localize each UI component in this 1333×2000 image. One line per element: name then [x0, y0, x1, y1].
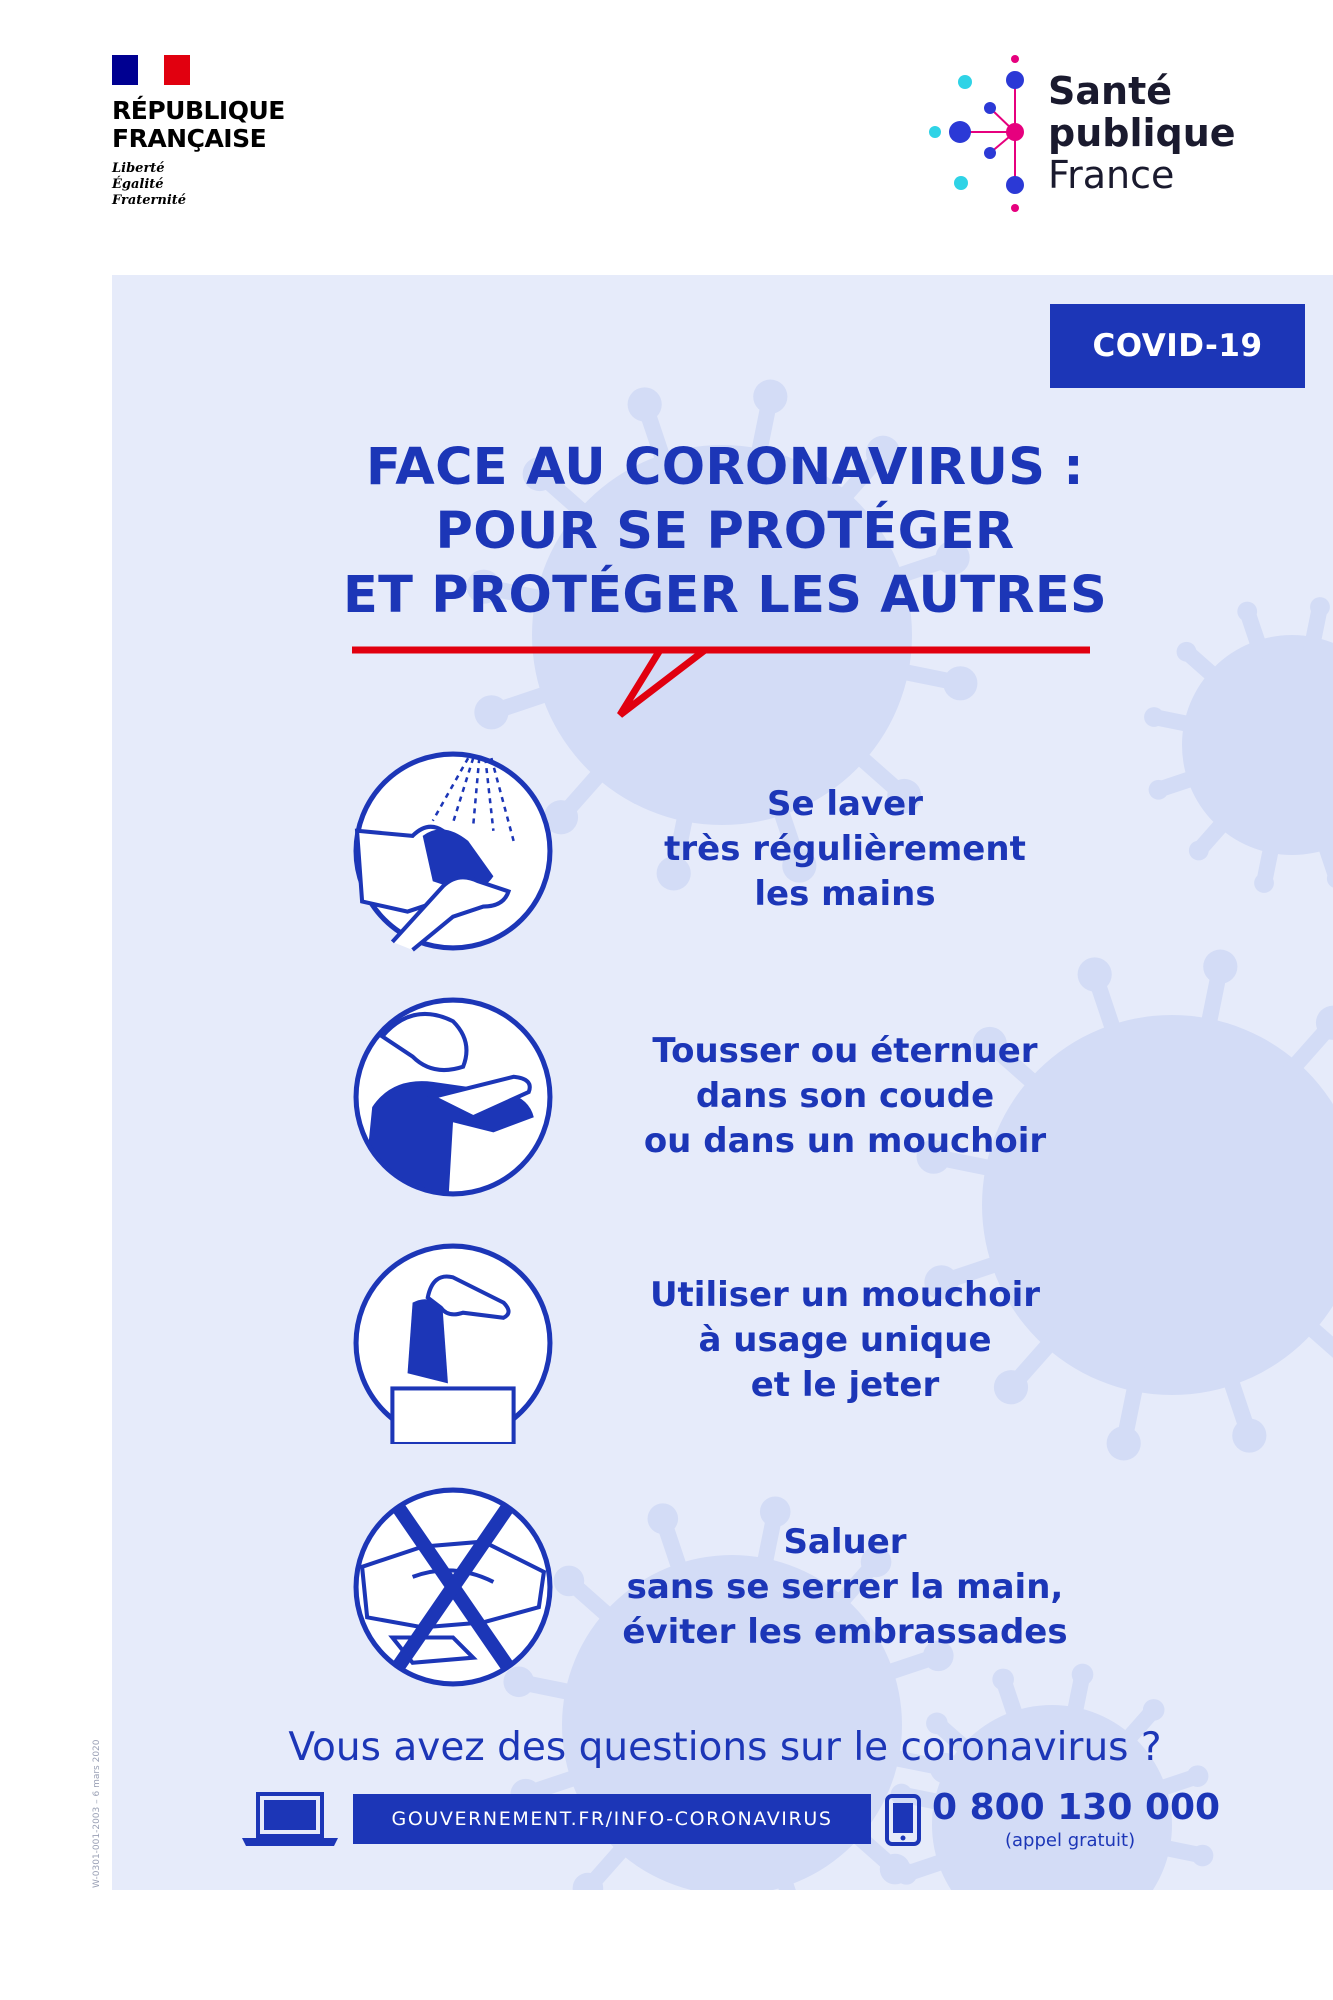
gesture-1-line-3: les mains: [754, 874, 936, 914]
helpline-number[interactable]: 0 800 130 000: [932, 1787, 1221, 1828]
laptop-icon: [240, 1790, 340, 1848]
gesture-2-line-2: dans son coude: [695, 1076, 995, 1116]
spf-line-1: Santé: [1048, 69, 1173, 113]
covid-19-badge: COVID-19: [1050, 304, 1305, 388]
gesture-text-3: [600, 1273, 1090, 1408]
document-reference: W-0301-001-2003 – 6 mars 2020: [92, 1739, 102, 1888]
no-handshake-icon: [352, 1486, 554, 1688]
motto-liberte: Liberté: [112, 161, 165, 176]
motto-egalite: Égalité: [112, 177, 164, 192]
questions-heading: Vous avez des questions sur le coronavirus ?: [288, 1725, 1162, 1770]
motto-fraternite: Fraternité: [112, 193, 187, 208]
spf-line-2: publique: [1048, 111, 1236, 155]
gesture-2-line-3: ou dans un mouchoir: [643, 1121, 1047, 1161]
gesture-4-line-3: éviter les embrassades: [622, 1612, 1068, 1652]
helpline-note: (appel gratuit): [1005, 1830, 1136, 1851]
gesture-4-line-2: sans se serrer la main,: [626, 1567, 1064, 1607]
tissue-bin-icon: [352, 1242, 554, 1444]
molecule-logo-icon: [925, 50, 1045, 225]
speech-bubble-underline: [350, 640, 1100, 730]
phone-icon: [884, 1793, 922, 1847]
spf-line-3: France: [1048, 153, 1175, 197]
hand-washing-icon: [352, 750, 554, 952]
republique-francaise-logo: [112, 55, 332, 209]
gesture-3-line-2: à usage unique: [698, 1320, 992, 1360]
title-line-1: FACE AU CORONAVIRUS :: [366, 438, 1084, 497]
gesture-text-1: [600, 782, 1090, 917]
gesture-1-line-1: Se laver: [767, 784, 923, 824]
rf-line-1: RÉPUBLIQUE: [112, 96, 285, 125]
gesture-4-line-1: Saluer: [783, 1522, 907, 1562]
title-line-3: ET PROTÉGER LES AUTRES: [342, 566, 1108, 625]
sante-publique-france-logo: [925, 50, 1245, 225]
gesture-text-4: [600, 1520, 1090, 1655]
gesture-1-line-2: très régulièrement: [664, 829, 1026, 869]
poster-title: [330, 436, 1120, 628]
gesture-text-2: [600, 1029, 1090, 1164]
gesture-3-line-1: Utiliser un mouchoir: [649, 1275, 1041, 1315]
info-coronavirus-link[interactable]: GOUVERNEMENT.FR/INFO-CORONAVIRUS: [353, 1794, 871, 1844]
gesture-3-line-3: et le jeter: [750, 1365, 940, 1405]
gesture-2-line-1: Tousser ou éternuer: [652, 1031, 1038, 1071]
french-flag-icon: [112, 55, 190, 85]
rf-line-2: FRANÇAISE: [112, 124, 267, 153]
cough-elbow-icon: [352, 996, 554, 1198]
title-line-2: POUR SE PROTÉGER: [435, 502, 1015, 561]
